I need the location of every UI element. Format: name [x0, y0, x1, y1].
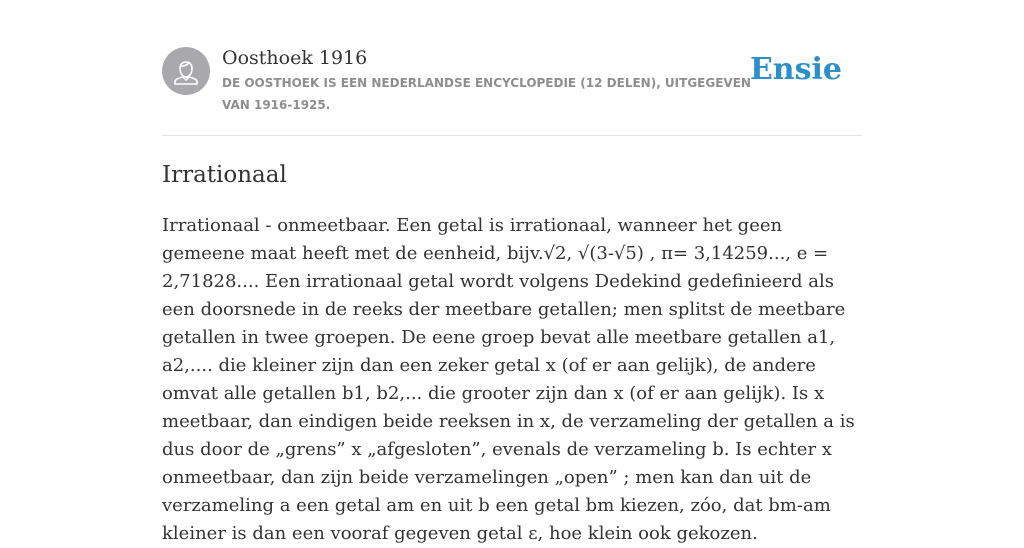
source-header — [162, 46, 862, 116]
user-placeholder-icon — [162, 47, 210, 95]
header-divider — [162, 135, 862, 136]
article-body: Irrationaal - onmeetbaar. Een getal is irrationaal, wanneer het geen gemeene maat heeft met de eenheid, bijv.√2, √(3-√5) , π= 3,14259..., e = 2,71828.... Een irrationaal getal wordt volgens Dedekind gedefinieerd als een doorsnede in de reeks der meetbare getallen; men splitst de meetbare getallen in twee groepen. De eene groep bevat alle meetbare getallen a1, a2,.... die kleiner zijn dan een zeker getal x (of er aan gelijk), de andere omvat alle getallen b1, b2,... die grooter zijn dan x (of er aan gelijk). Is x meetbaar, dan eindigen beide reeksen in x, de verzameling der getallen a is dus door de „grens” x „afgesloten”, evenals de verzameling b. Is echter x onmeetbaar, dan zijn beide verzamelingen „open” ; men kan dan uit de verzameling a een getal am en uit b een getal bm kiezen, zóo, dat bm-am kleiner is dan een vooraf gegeven getal ε, hoe klein ook gekozen. — [162, 215, 855, 544]
article-title: Irrationaal — [162, 162, 287, 188]
source-title[interactable]: Oosthoek 1916 — [222, 47, 368, 69]
source-description: DE OOSTHOEK IS EEN NEDERLANDSE ENCYCLOPEDIE (12 DELEN), UITGEGEVEN VAN 1916-1925. — [222, 76, 751, 112]
brand-logo-link[interactable]: Ensie — [749, 52, 842, 87]
